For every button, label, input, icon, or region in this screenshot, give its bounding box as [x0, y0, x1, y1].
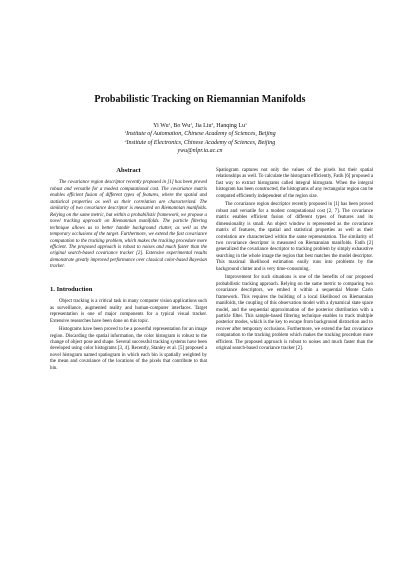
affiliation-mark: 1	[124, 130, 127, 135]
affiliation-mark: 1	[245, 122, 247, 126]
abstract-heading: Abstract	[116, 167, 141, 174]
intro-paragraph-1: Object tracking is a critical task in many computer vision applications such as surveillance, augmented reality and human-computer interfaces. Target representation is one of major components for a typical visual tracker. Extensive researches have been done on this topic.	[50, 299, 207, 324]
affiliation-text: Institute of Electronics, Chinese Academy of Sciences, Beijing	[126, 139, 276, 146]
right-paragraph-3: Improvement for such situations is one of the benefits of our proposed probabilistic tracking approach. Relying on the same metric to comparing two covariance descriptors, we embed it within a sequential Monte Carlo framework. This requires the building of a local likelihood on Riemannian manifolds, the coupling of this observation model with a dynamical state space model, and the sequential approximation of the posterior distribution with a particle filter. This sample-based filtering technique enables to track multiple posterior modes, which is the key to escape from background distraction and to recover after temporary occlusions. Furthermore, we extend the fast covariance computation to the tracking problem which makes the tracking procedure more efficient. The proposed approach is robust to noises and much faster than the original search-based covariance tracker [2].	[216, 275, 373, 352]
section-heading-introduction: 1. Introduction	[50, 285, 93, 293]
affiliation-mark: 1	[168, 122, 171, 126]
left-column	[50, 168, 207, 374]
affiliation-mark: 1	[190, 122, 192, 126]
author-names	[0, 122, 400, 130]
affiliation-1	[0, 130, 400, 138]
author-block	[0, 122, 400, 156]
affiliation-mark: 2	[211, 122, 214, 126]
affiliation-text: Institute of Automation, Chinese Academy of Sciences, Beijing	[126, 131, 276, 138]
right-paragraph-1: Spatiogram captures not only the values of the pixels but their spatial relationships as well. To calculate the histogram efficiently, Fatih [6] proposed a fast way to extract histograms called integral histogram. When the integral histogram has been constructed, the histograms of any rectangular region can be computed efficiently independent of the region size.	[216, 168, 373, 199]
author-name: , Jia Liu	[191, 123, 212, 129]
intro-paragraph-2: Histograms have been proved to be a powerful representation for an image region. Discarding the spatial information, the color histogram is robust to the change of object pose and shape. Several successful tracking systems have been developed using color histograms [3, 4]. Recently, Stanley et al. [5] proposed a novel histogram named spatiogram in which each bin is spatially weighted by the mean and covariance of the locations of the pixels that contribute to that bin.	[50, 327, 207, 371]
right-column	[216, 168, 373, 355]
affiliation-mark: 2	[124, 138, 127, 143]
author-name: , Hanqing Lu	[213, 123, 246, 129]
affiliation-2	[0, 139, 400, 147]
author-name: , Bo Wu	[170, 123, 191, 129]
author-name: Yi Wu	[153, 123, 169, 129]
abstract-text: The covariance region descriptor recently proposed in [1] has been proved robust and versatile for a modest computational cost. The covariance matrix enables efficient fusion of different types of features, where the spatial and statistical properties as well as their correlation are characterized. The similarity of two covariance descriptor is measured on Riemannian manifolds. Relying on the same metric, but within a probabilistic framework, we propose a novel tracking approach on Riemannian manifolds. The particle filtering technique allows us to better handle background clutter, as well as the temporary occlusions of the target. Furthermore, we extend the fast covariance computation to the tracking problem, which makes the tracking procedure more efficient. The proposed approach is robust to noises and much faster than the original search-based covariance tracker [2]. Extensive experimental results demonstrate greatly improved performance over classical color-based Bayesian tracker.	[50, 180, 207, 270]
paper-title: Probabilistic Tracking on Riemannian Manifolds	[94, 94, 306, 105]
author-email: ywu@nlpr.ia.ac.cn	[177, 148, 223, 155]
right-paragraph-2: The covariance region descriptor recently proposed in [1] has been proved robust and versatile for a modest computational cost [2, 7]. The covariance matrix enables efficient fusion of different types of features and its dimensionality is small. An object window is represented as the covariance matrix of features, the spatial and statistical properties as well as their correlation are characterized within the same representation. The similarity of two covariance descriptor is measured on Riemannian manifolds. Fatih [2] generalized the covariance descriptor to tracking problem by simply exhaustive searching in the whole image the region that best matches the model descriptor. This maximal likelihood estimation easily runs into problems by the background clutter and is very time-consuming.	[216, 202, 373, 272]
